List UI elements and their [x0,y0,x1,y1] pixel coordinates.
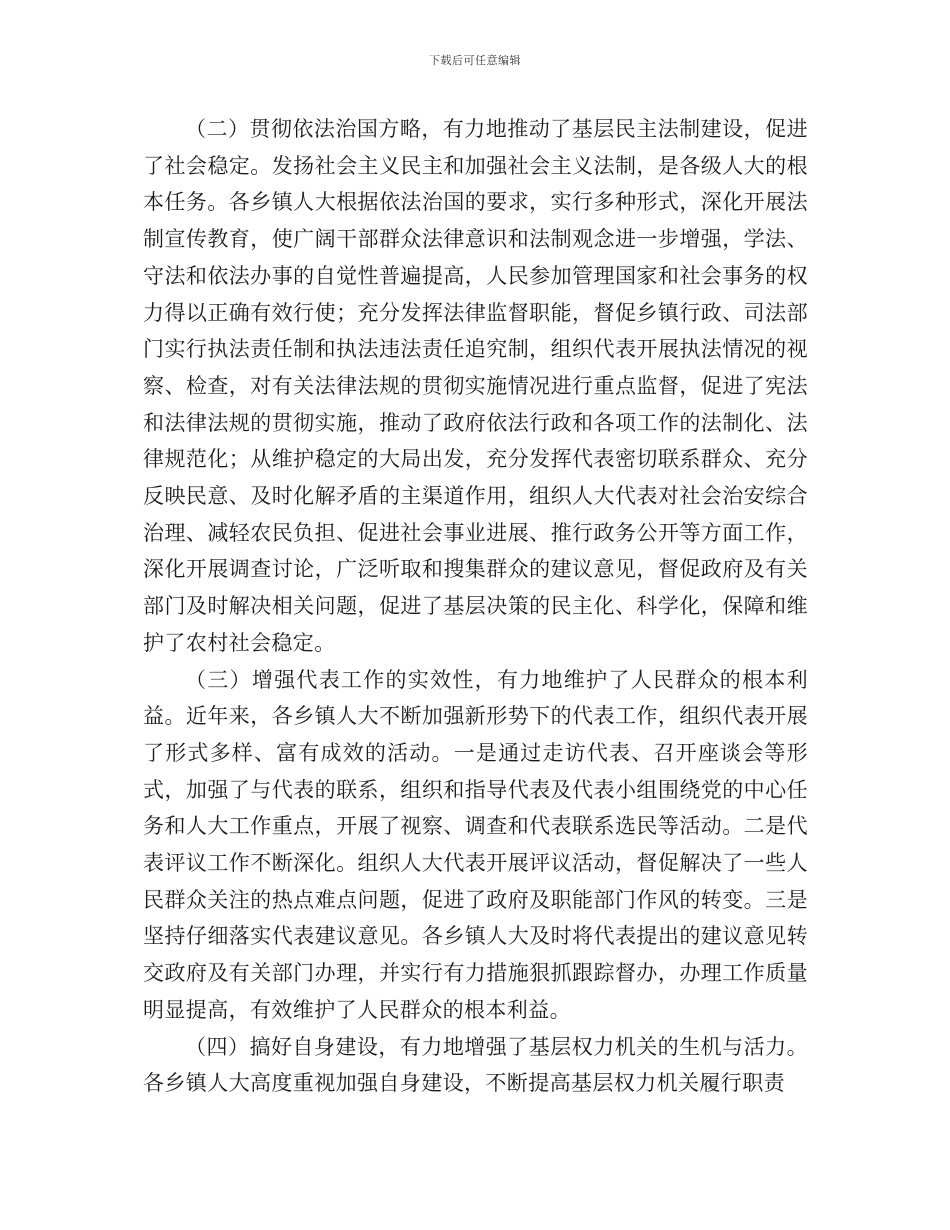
page-header: 下载后可任意编辑 [429,54,521,67]
paragraph-3: （三）增强代表工作的实效性，有力地维护了人民群众的根本利益。近年来，各乡镇人大不断加强新形势下的代表工作，组织代表开展了形式多样、富有成效的活动。一是通过走访代表、召开座谈会等形式，加强了与代表的联系，组织和指导代表及代表小组围绕党的中心任务和人大工作重点，开展了视察、调查和代表联系选民等活动。二是代表评议工作不断深化。组织人大代表开展评议活动，督促解决了一些人民群众关注的热点难点问题，促进了政府及职能部门作风的转变。三是坚持仔细落实代表建议意见。各乡镇人大及时将代表提出的建议意见转交政府及有关部门办理，并实行有力措施狠抓跟踪督办，办理工作质量明显提高，有效维护了人民群众的根本利益。 [143,667,808,1022]
document-body [143,111,808,1102]
paragraph-4: （四）搞好自身建设，有力地增强了基层权力机关的生机与活力。各乡镇人大高度重视加强自身建设，不断提高基层权力机关履行职责 [143,1034,808,1096]
paragraph-2: （二）贯彻依法治国方略，有力地推动了基层民主法制建设，促进了社会稳定。发扬社会主义民主和加强社会主义法制，是各级人大的根本任务。各乡镇人大根据依法治国的要求，实行多种形式，深化开展法制宣传教育，使广阔干部群众法律意识和法制观念进一步增强，学法、守法和依法办事的自觉性普遍提高，人民参加管理国家和社会事务的权力得以正确有效行使；充分发挥法律监督职能，督促乡镇行政、司法部门实行执法责任制和执法违法责任追究制，组织代表开展执法情况的视察、检查，对有关法律法规的贯彻实施情况进行重点监督，促进了宪法和法律法规的贯彻实施，推动了政府依法行政和各项工作的法制化、法律规范化；从维护稳定的大局出发，充分发挥代表密切联系群众、充分反映民意、及时化解矛盾的主渠道作用，组织人大代表对社会治安综合治理、减轻农民负担、促进社会事业进展、推行政务公开等方面工作，深化开展调查讨论，广泛听取和搜集群众的建议意见，督促政府及有关部门及时解决相关问题，促进了基层决策的民主化、科学化，保障和维护了农村社会稳定。 [143,117,808,655]
